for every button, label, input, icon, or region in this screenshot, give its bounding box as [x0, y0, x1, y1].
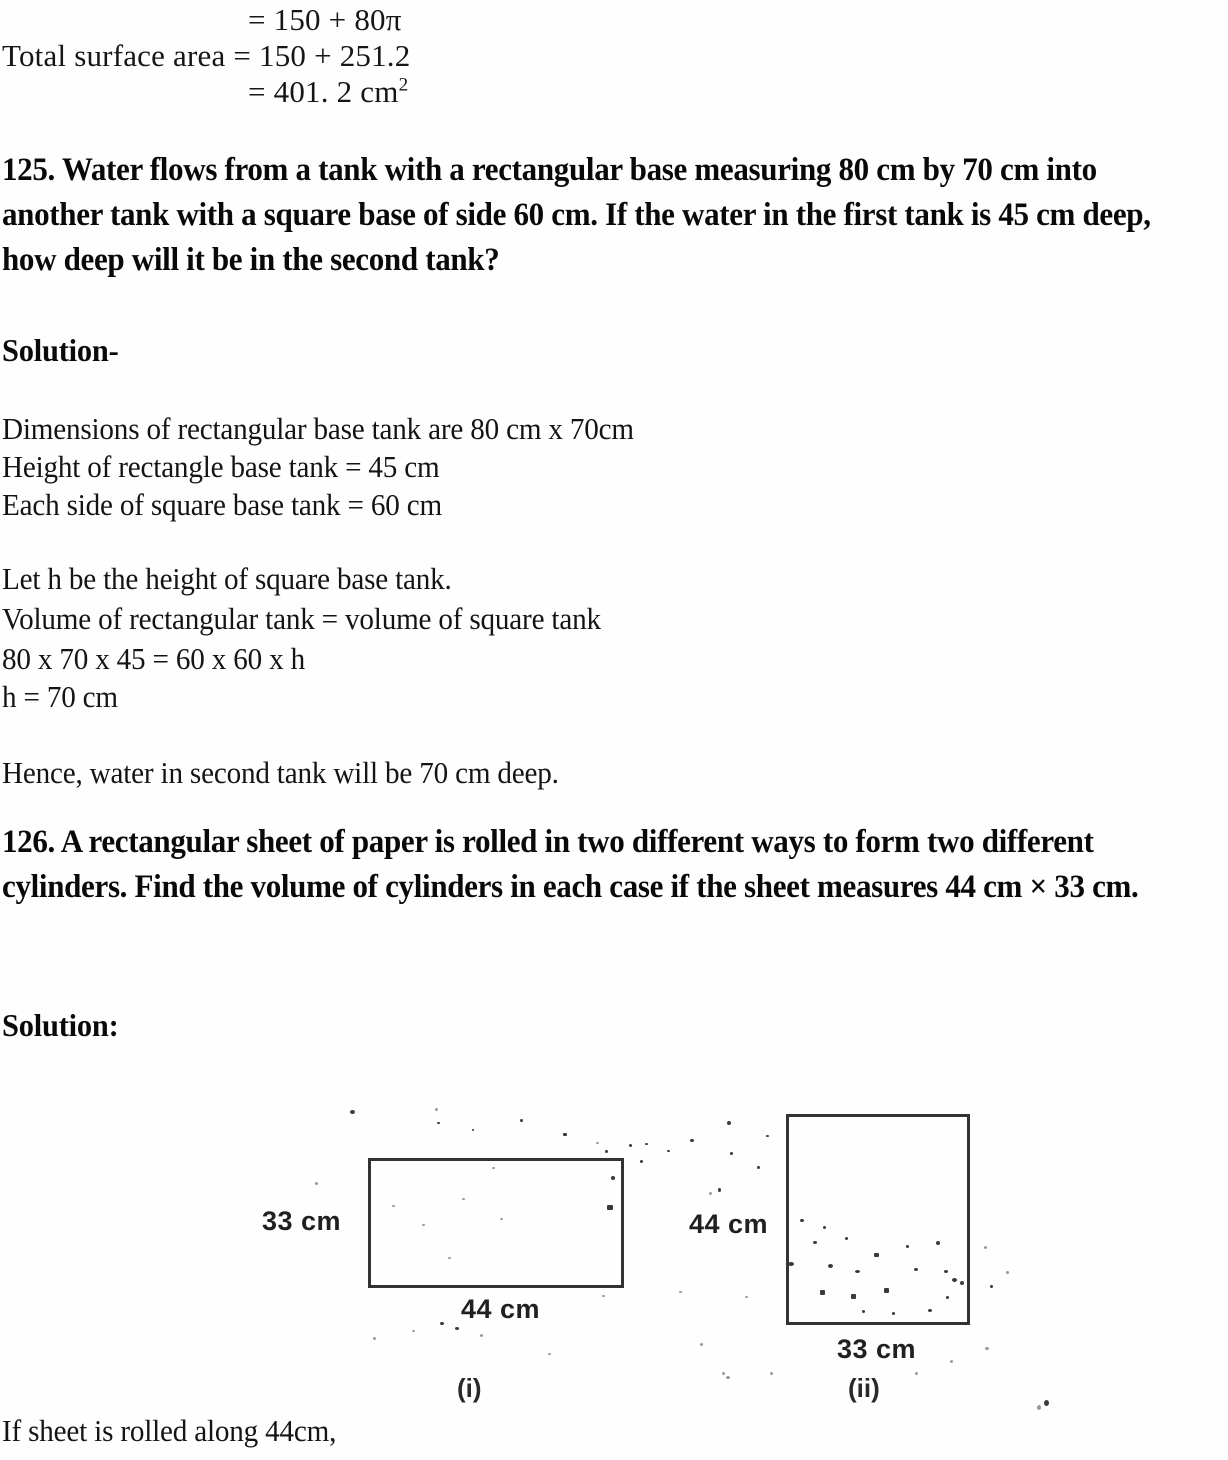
q125-conclusion-line: Hence, water in second tank will be 70 cm deep.: [2, 755, 559, 790]
panel-i-side-label: 33 cm: [262, 1206, 342, 1236]
question-125-heading: 125. Water flows from a tank with a rectangular base measuring 80 cm by 70 cm into another tank with a square base of side 60 cm. If the water in the first tank is 45 cm deep, how deep will it be in the second tank?: [2, 152, 1151, 278]
panel-i-bottom-label: 44 cm: [461, 1294, 541, 1324]
equation-line-3-superscript: 2: [398, 74, 409, 96]
question-125-solution-heading: Solution-: [2, 332, 119, 368]
q125-solution-line-4: Let h be the height of square base tank.: [2, 561, 452, 596]
question-126-solution-heading: Solution:: [2, 1007, 119, 1043]
panel-i-caption: (i): [457, 1373, 482, 1403]
q126-trailing-line: If sheet is rolled along 44cm,: [2, 1413, 337, 1448]
equation-line-3-text: = 401. 2 cm: [248, 74, 399, 109]
q125-solution-line-2: Height of rectangle base tank = 45 cm: [2, 449, 440, 484]
question-126-heading: 126. A rectangular sheet of paper is rolled in two different ways to form two different cylinders. Find the volume of cylinders in each case if the sheet measures 44 cm × 33 cm.: [2, 824, 1139, 905]
panel-ii-caption: (ii): [848, 1373, 880, 1403]
rectangle-panel-i: [368, 1158, 624, 1288]
q125-solution-line-1: Dimensions of rectangular base tank are 80 cm x 70cm: [2, 411, 634, 446]
q125-solution-line-3: Each side of square base tank = 60 cm: [2, 487, 442, 522]
panel-ii-bottom-label: 33 cm: [837, 1334, 917, 1364]
q125-solution-line-7: h = 70 cm: [2, 679, 118, 714]
rectangle-panel-ii: [786, 1114, 970, 1325]
q125-solution-line-6: 80 x 70 x 45 = 60 x 60 x h: [2, 641, 305, 676]
equation-line-2: Total surface area = 150 + 251.2: [2, 38, 411, 73]
q125-solution-line-5: Volume of rectangular tank = volume of square tank: [2, 601, 601, 636]
panel-ii-side-label: 44 cm: [689, 1209, 769, 1239]
equation-line-1: = 150 + 80π: [248, 2, 402, 37]
